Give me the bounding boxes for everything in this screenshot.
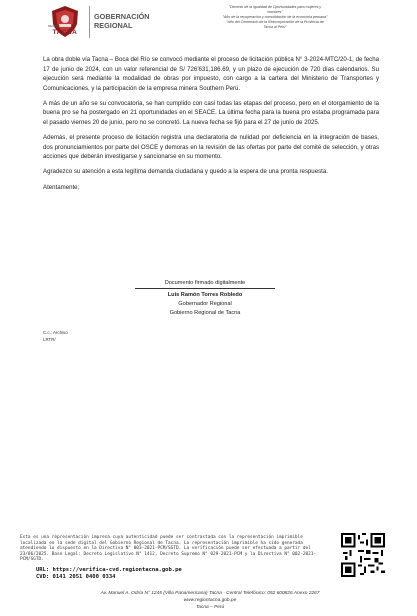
cvd-code: CVD: 0141 2051 0400 0334 [36, 574, 116, 580]
initials-line: LRTR/ [43, 336, 56, 342]
closing-salutation: Atentamente; [43, 183, 80, 191]
decenio-line: "Año de la recuperación y consolidación de la economía peruana" [222, 15, 328, 19]
logo-tacna-label: TACNA [52, 29, 78, 36]
decenio-line: "Año del Centenario de la Reincorporación de la Provincia de [226, 20, 324, 24]
website-link[interactable]: www.regiontacna.gob.pe [183, 598, 237, 603]
signature-line [135, 288, 275, 289]
decenio-text [200, 5, 350, 30]
signer-name: Luis Ramón Torres Robledo [167, 292, 243, 298]
decenio-line: hombres" [267, 10, 283, 14]
cc-line: C.c.: Archivo [43, 330, 68, 335]
logo-region-label: REGIÓN [48, 24, 60, 28]
cc-block [43, 330, 68, 344]
city-line: Tacna – Perú [195, 605, 225, 610]
body-paragraph: Además, el presente proceso de licitación registra una declaratoria de nulidad por deficiencia en la integración de bases, dos pronunciamientos por parte del OSCE y demoras en la revisión de las ofertas por parte del comité de selección, y otras acciones que deberán investigarse y sancionarse en su momento. [43, 134, 379, 161]
decenio-line: "Decenio de la Igualdad de Oportunidades para mujeres y [228, 5, 322, 9]
verification-url[interactable]: URL: https://verifica-cvd.regiontacna.gob.pe [36, 567, 182, 573]
address-line: Av. Manuel A. Odría N° 1245 (Villa Panamericana) Tacna - Central Telefónico: 052 600826 Anexo 2267 [100, 591, 320, 596]
body-paragraph: Agradezco su atención a esta legítima demanda ciudadana y quedo a la espera de una pronta respuesta. [43, 168, 328, 176]
digital-signature-label: Documento firmado digitalmente [164, 280, 246, 286]
org-name-line2: REGIONAL [94, 21, 133, 30]
signature-block [130, 279, 280, 318]
authenticity-footnote: Esta es una representación impresa cuya autenticidad puede ser contrastada con la representación imprimible localizada en la sede digital del Gobierno Regional de Tacna. La representación imprimible ha sido generada atendiendo lo dispuesto en la Directiva N° 003-2021-PCM/SGTD. La verificación puede ser efectuada a partir del 23/06/2025. Base Legal: Decreto Legislativo N° 1412, Decreto Supremo N° 029-2021-PCM y la Directiva N° 002-2021-PCM/SGTD. [20, 535, 317, 563]
org-name [94, 12, 150, 30]
letter-body [43, 55, 379, 198]
org-name-line1: GOBERNACIÓN [94, 12, 150, 21]
signer-role: Gobernador Regional [178, 301, 232, 307]
body-paragraph: A más de un año se su convocatoria, se han cumplido con casi todas las etapas del proceso, pero en el otorgamiento de la buena pro se ha postergado en 21 oportunidades en el SEACE. La última fecha para la buena pro estaba programada para el pasado viernes 20 de junio, pero no se concretó. La nueva fecha se fijó para el 27 de junio de 2025. [43, 99, 379, 127]
decenio-line: Tacna al Perú" [263, 25, 287, 29]
signer-org: Gobierno Regional de Tacna [169, 310, 241, 316]
qr-code-icon [341, 533, 385, 577]
body-paragraph: La obra doble vía Tacna – Boca del Río se convocó mediante el proceso de licitación pública N° 3-2024-MTC/20-1, de fecha 17 de junio de 2024, con un valor referencial de S/ 726'631,186.69, y un plazo de ejecución de 720 días calendarios. Su ejecución será mediante la modalidad de obras por impuesto, con cargo a la cartera del Ministerio de Transportes y Comunicaciones, y la participación de la empresa minera Southern Perú. [43, 56, 379, 92]
header-divider [89, 6, 90, 38]
footer-address [40, 590, 380, 611]
verification-block [36, 567, 182, 581]
letterhead [0, 0, 417, 42]
